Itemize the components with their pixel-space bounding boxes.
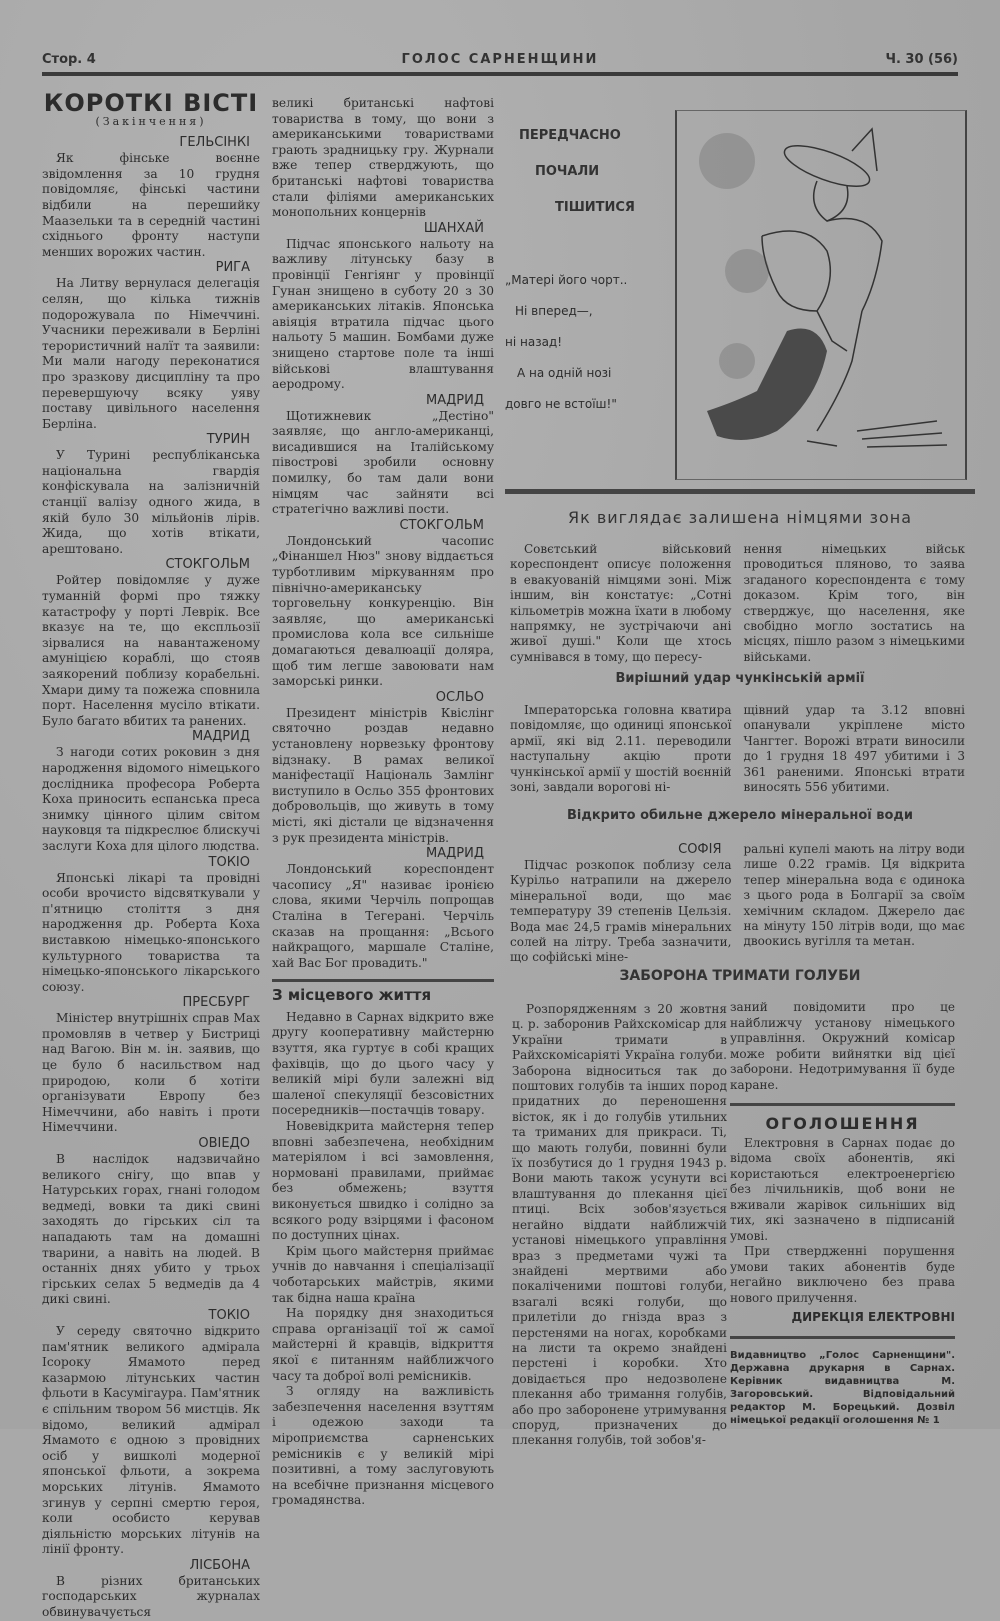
article-text: Совєтський військовий кореспондент описує положення в евакуованій німцями зоні. Між іншим, він констатує: „Сотні кільометрів можна їхати в любому напрямку, не зустрічаючи ані живої душі." Коли ще хтось сумнівався в тому, що пересу- <box>510 542 732 664</box>
news-dateline: ПРЕСБУРГ <box>182 995 250 1011</box>
masthead <box>42 52 958 74</box>
article-dateline: СОФІЯ <box>678 842 722 857</box>
cartoon-illustration <box>675 110 967 480</box>
news-item-text: Японські лікарі та провідні особи врочисто відсвяткували у п'ятницю століття з дня народження др. Роберта Коха виставкою німецько-японського культурного товариства та німецько-японського лікарського союзу. <box>42 870 260 994</box>
local-news-paragraph: Недавно в Сарнах відкрито вже другу кооперативну майстерню взуття, яка гуртує в собі кращих фахівців, що до цього часу у великій мірі були залежні від шаленої спекуляції безсовістних посередників—постачців товару. <box>272 1009 494 1118</box>
local-news-paragraph: Крім цього майстерня приймає учнів до навчання і спеціалізації чоботарських майстрів, якими так бідна наша країна <box>272 1243 494 1305</box>
article-text: нення німецьких військ проводиться пляново, то заява згаданого кореспондента є тому доказом. Крім того, він стверджує, що населення, яке свобідно могло зостатись на місцях, пішло разом з німецькими військами. <box>743 542 965 664</box>
cartoon-title-line: ПОЧАЛИ <box>535 164 600 179</box>
news-dateline: ТОКІО <box>208 854 250 870</box>
news-dateline: ТУРИН <box>206 432 250 448</box>
news-item-text: У середу святочно відкрито пам'ятник великого адмірала Ісороку Ямамото перед казармою літунських частин фльоти в Касумігаура. Пам'ятник є спільним твором 56 мистців. Як відомо, великий адмірал Ямамото є одною з провідних осіб у вишколі модерної японської фльоти, а зокрема морських літунів. Ямамото згинув у серпні смертю героя, коли особисто керував діяльністю морських літунів на лінії фронту. <box>42 1323 260 1557</box>
article-headline: Як виглядає залишена німцями зона <box>567 508 913 527</box>
verse-line: Ні вперед—, <box>515 304 593 318</box>
masthead-rule <box>42 72 958 76</box>
article-text: Імператорська головна кватира повідомляє, що одиниці японської армії, які від 2.11. переводили наступальну акцію проти чункінської армії у шостій воєнній зоні, завдали ворогові ні- <box>510 703 732 795</box>
section-rule <box>730 1103 955 1106</box>
verse-line: А на одній нозі <box>517 366 612 380</box>
news-item-text: В різних британських господарських журналах обвинувачується <box>42 1573 260 1620</box>
article-text: заний повідомити про це найближчу установу німецького управління. Окружний комісар може робити вийнятки від цієї заборони. Недотримування її буде каране. <box>730 1000 955 1092</box>
announcement-text: При ствердженні порушення умови таких абонентів буде негайно виключено без права нового прилучення. <box>730 1244 955 1305</box>
verse-line: довго не встоїш!" <box>505 397 617 411</box>
news-item-text: У Турині республіканська національна гвардія конфіскувала на залізничній станції валізу одного жида, в якій було 30 мільйонів лірів. Жида, що хотів втікати, арештовано. <box>42 448 260 556</box>
section-rule <box>272 979 494 982</box>
cartoon-block <box>505 100 975 490</box>
news-dateline: МАДРИД <box>426 846 484 862</box>
news-dateline: ЛІСБОНА <box>189 1557 250 1573</box>
article-text: щівний удар та 3.12 вповні опанували укріплене місто Чангтег. Ворожі втрати виносили до 1 грудня 18 497 убитими і 3 361 раненими. Японські втрати виносять 556 убитими. <box>743 703 965 795</box>
news-dateline: ШАНХАЙ <box>423 220 484 236</box>
article-headline: ЗАБОРОНА ТРИМАТИ ГОЛУБИ <box>619 968 861 984</box>
news-item-text: Лондонський кореспондент часопису „Я" називає іронією слова, якими Черчіль попрощав Сталіна в Тегерані. Черчіль сказав на прощання: „Всього найкращого, маршале Сталіне, хай Вас Бог провадить." <box>272 862 494 970</box>
news-item-text: З нагоди сотих роковин з дня народження відомого німецького дослідника професора Роберта Коха приносить еспанська преса знимку цінного цілим світом науковця та підкреслює блискучі заслуги Коха для цілого людства. <box>42 745 260 853</box>
publisher-imprint: Видавництво „Голос Сарненщини". Державна друкарня в Сарнах. Керівник видавництва М. Загоровський. Відповідальний редактор М. Борецький. Дозвіл німецької редакції оголошення № 1 <box>730 1349 955 1426</box>
issue-number: Ч. 30 (56) <box>885 52 958 67</box>
news-dateline: МАДРИД <box>192 729 250 745</box>
short-news-headline: КОРОТКІ ВІСТІ <box>43 89 259 117</box>
news-item-text: Щотижневик „Дестіно" заявляє, що англо-американці, висадившися на Італійському півострові зробили основну помилку, бо там дали вони німцям час зайняти всі стратегічно важливі пости. <box>272 408 494 517</box>
news-column-2 <box>272 96 494 1509</box>
right-column <box>730 1000 955 1427</box>
cartoon-verse <box>505 265 665 420</box>
local-news-paragraph: На порядку дня знаходиться справа організації тої ж самої майстерні й кравців, відкриття якої є питанням найближчого часу та доброї волі ремісників. <box>272 1306 494 1383</box>
local-life-heading: З місцевого життя <box>272 986 432 1005</box>
article-text: Підчас розкопок поблизу села Курільо натрапили на джерело мінеральної води, що має температуру 39 степенів Цельзія. Вода має 24,5 грамів мінеральних солей на літру. Треба зазначити, що софійські міне- <box>510 858 732 965</box>
short-news-subhead: (Закінчення) <box>95 114 207 128</box>
article-body <box>512 1002 727 1449</box>
news-item-text: Президент міністрів Квіслінг святочно роздав недавно установлену норвезьку фронтову відзнаку. В рамах великої маніфестації Національ Замлінг виступило в Осльо 355 фронтових добровольців, що живуть в тому місті, які дістали це відзначення з рук президента міністрів. <box>272 705 494 845</box>
news-dateline: СТОКГОЛЬМ <box>399 517 484 533</box>
cartoon-title-line: ПЕРЕДЧАСНО <box>519 128 621 143</box>
article-text: ральні купелі мають на літру води лише 0.22 грамів. Ця відкрита тепер мінеральна вода є одинока з цього рода в Болгарії за своїм хемічним складом. Джерело дає на мінуту 150 літрів води, що має двоокись вугілля та метан. <box>743 842 965 949</box>
soldier-cartoon-icon <box>677 111 965 479</box>
article-body <box>510 842 965 966</box>
announcements-heading: ОГОЛОШЕННЯ <box>765 1114 920 1133</box>
news-item-text: На Литву вернулася делегація селян, що кілька тижнів подорожувала по Німеччині. Учасники переживали в Берліні терористичний налїт та заявили: Ми мали нагоду переконатися про зразкову дисципліну та про перевершуючу всяку уяву поставу цивільного населення Берліна. <box>42 276 260 431</box>
news-dateline: ОВІЕДО <box>198 1136 250 1152</box>
news-item-text: Міністер внутрішніх справ Мах промовляв в четвер у Бистриці над Вагою. Він м. ін. заявив, що це було б насильством над природою, коли б хотіти організувати Европу без Німеччини, або навіть і проти Німеччини. <box>42 1011 260 1135</box>
verse-line: „Матері його чорт.. <box>505 273 628 287</box>
article-body <box>510 542 965 665</box>
section-rule <box>505 489 975 494</box>
news-item-text: В наслідок надзвичайно великого снігу, що впав у Натурських горах, гнані голодом ведмеді, вовки та дикі свині заходять до гірських сіл та нападають там на домашні тварини, а навіть на людей. В останніх днях убито у трьох гірських селах 5 ведмедів да 4 дикі свині. <box>42 1152 260 1307</box>
section-rule <box>730 1336 955 1339</box>
short-news-column <box>42 90 260 1621</box>
news-dateline: РИГА <box>215 260 250 276</box>
news-item-text: Підчас японського нальоту на важливу літунську базу в провінції Генгіянг у провінції Гунан знищено в суботу 20 з 30 американських літаків. Японська авіяція втратила підчас цього нальоту 5 машин. Бомбами дуже знищено стартове поле та інші військові влаштування аеродрому. <box>272 236 494 392</box>
page-number: Стор. 4 <box>42 52 96 67</box>
news-dateline: ГЕЛЬСІНКІ <box>179 135 250 151</box>
news-item-text: Ройтер повідомляє у дуже туманній формі про тяжку катастрофу у порті Леврік. Все вказує на те, що експльозії зірвалися на навантаженому амуніцією кораблі, що стояв заякорений поблизу корабельні. Хмари диму та пожежа сповнила порт. Населення мусіло втікати. Було багато вбитих та ранених. <box>42 573 260 728</box>
newspaper-title: ГОЛОС САРНЕНЩИНИ <box>401 52 599 67</box>
article-text: Розпорядженням з 20 жовтня ц. р. заборонив Райхскомісар для України тримати в Райхскомісаріяті Україна голуби. Заборона відноситься так до поштових голубів та інших пород придатних до переношення вісток, як і до голубів утильних та триманих для прикраси. Ті, що мають голуби, повинні були їх позбутися до 1 грудня 1943 р. Вони мають також усунути всі влаштування до плекання цієї птиці. Всіх зобов'язується негайно віддати найближчій установі німецького управління враз з предметами чужі та знайдені мертвими або покаліченими поштові голуби, взагалі всякі голуби, що прилетіли до гнізда враз з перстенями на ногах, коробками на листи та окремо знайдені перстені і коробки. Хто довідається про недозволене плекання або тримання голубів, або про заборонене утримування споруд, призначених до плекання голубів, той зобов'я- <box>512 1002 727 1448</box>
announcement-signature: ДИРЕКЦІЯ ЕЛЕКТРОВНІ <box>791 1310 955 1324</box>
continuation-text: великі британські нафтові товариства в тому, що вони з американськими товариствами грають зрадницьку гру. Журнали вже тепер стверджують, що британські нафтові товариства стали філіями американських монопольних концернів <box>272 96 494 220</box>
news-item-text: Як фінське воєнне звідомлення за 10 грудня повідомляє, фінські частини відбили на перешийку Маазельки та в середній частині східнього фронту наступи менших ворожих частин. <box>42 151 260 259</box>
news-dateline: МАДРИД <box>426 392 484 408</box>
article-headline: Вирішний удар чункінській армії <box>615 671 865 686</box>
news-dateline: СТОКГОЛЬМ <box>165 557 250 573</box>
article-headline: Відкрито обильне джерело мінеральної води <box>567 808 913 823</box>
verse-line: ні назад! <box>505 335 563 349</box>
news-item-text: Лондонський часопис „Фінаншел Нюз" знову віддається турботливим міркуванням про північно-американську торговельну конкуренцію. Він заявляє, що американські промислова кола все сильніше домагаються девалюації доляра, щоб тим легше завоювати нам заморські ринки. <box>272 533 494 689</box>
cartoon-title-line: ТІШИТИСЯ <box>555 200 635 215</box>
local-news-paragraph: Новевідкрита майстерня тепер вповні забезпечена, необхідним матеріялом і всі замовлення, нормовані правилами, приймає без обмежень; взуття виконується швидко і солідно за всякого роду взірцями і фасоном по доступних цінах. <box>272 1119 494 1243</box>
news-dateline: ТОКІО <box>208 1307 250 1323</box>
local-news-paragraph: З огляду на важливість забезпечення населення взуттям і одежою заходи та міроприємства сарненських ремісників є у великій мірі позитивні, а тому заслуговують на всебічне признання місцевого громадянства. <box>272 1384 494 1508</box>
article-body <box>510 703 965 795</box>
news-dateline: ОСЛЬО <box>435 689 484 705</box>
announcement-text: Електровня в Сарнах подає до відома своїх абонентів, які користаються електроенергією без лічильників, щоб вони не вживали жарівок сильніших від тих, які зазначено в підписаній умові. <box>730 1135 955 1243</box>
